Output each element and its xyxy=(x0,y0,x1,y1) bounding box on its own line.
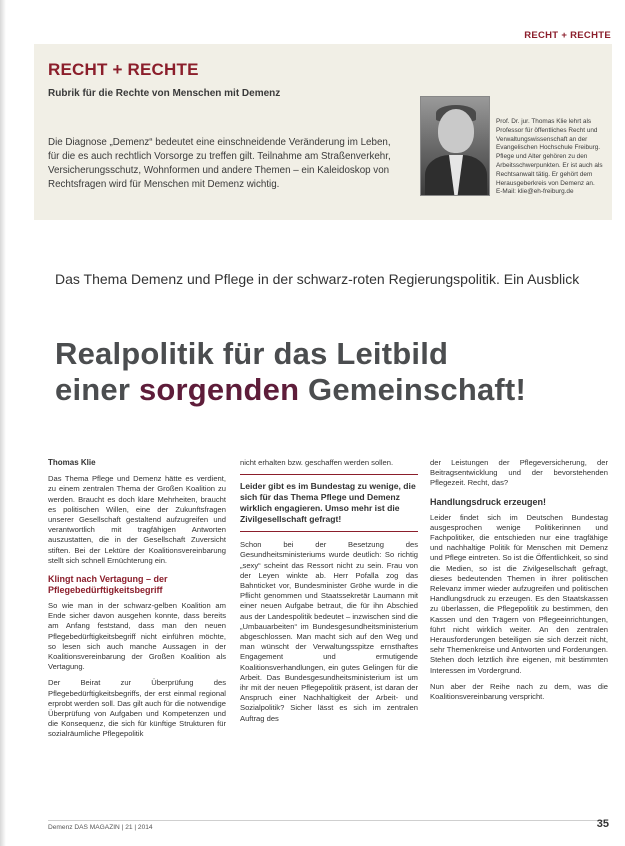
column-1-paragraph-3: Der Beirat zur Überprüfung des Pflegebedürftigkeitsbegriffs, der erst einmal regional erprobt werden soll. Das gilt auch für die notwendige Überprüfung von Aufgaben und Kompetenzen und die Konsequenz, die sich für künftige Strukturen für sozialräumliche Pflegepolitik xyxy=(48,678,226,739)
author-bio xyxy=(496,118,608,197)
column-2-paragraph-2: Schon bei der Besetzung des Gesundheitsministeriums wurde deutlich: So richtig „sexy“ scheint das Ressort nicht zu sein. Frau von der Leyen winkte ab. Herr Pofalla zog das Bahnticket vor, Bundesminister Gröhe wurde in die Pflicht genommen und Staatssekretär Laumann mit einer neuen Aufgabe betraut, die für ihn Abschied aus der Landespolitik bedeutet – inzwischen sind die „Umbauarbeiten“ im Bundesgesundheitsministerium abgeschlossen. Man macht sich auf den Weg und man wünscht der Verwaltungsspitze ernsthaftes Engagement und ermutigende Koalitionsverhandlungen, ein gutes Gelingen für die Arbeit. Das Bundesgesundheitsministerium ist um ihr mit der neuen Pflegepolitik präsent, ist daran der Anspruch einer Nachhaltigkeit der Arbeit- und Sozialpolitik? Sicher lässt es sich im zentralen Auftrag des xyxy=(240,540,418,723)
column-3-paragraph-1: der Leistungen der Pflegeversicherung, der Beitragsentwicklung und der bevorstehenden Pflegezeit. Recht, das? xyxy=(430,458,608,488)
text-column-3 xyxy=(430,458,608,708)
running-head: RECHT + RECHTE xyxy=(524,30,611,41)
article-author: Thomas Klie xyxy=(48,458,96,467)
panel-title: RECHT + RECHTE xyxy=(48,60,199,79)
article-kicker: Das Thema Demenz und Pflege in der schwarz-roten Regierungspolitik. Ein Ausblick xyxy=(55,271,580,287)
column-3-subheading: Handlungsdruck erzeugen! xyxy=(430,496,547,507)
footer-journal-line: Demenz DAS MAGAZIN | 21 | 2014 xyxy=(48,824,153,831)
column-3-paragraph-2: Leider findet sich im Deutschen Bundestag ausgesprochen wenige Politikerinnen und Fachpolitiker, die entschieden nur eine tragfähige und nachhaltige Politik für Menschen mit Demenz und Pflege eintreten. So ist die Öffentlichkeit, so sind die Medien, so ist die Zivilgesellschaft gefragt, dieses bedeutenden Themen in ihrer politischen Relevanz immer wieder aufzugreifen und politischen Handlungsdruck zu erzeugen. Es den Staatskassen zu überlassen, die Pflegepolitik zu bestimmen, den Kassen und den Trägern von Pflegeeinrichtungen, führt nicht wirklich weiter. An den zentralen Herausforderungen beteiligen sie sich derzeit nicht, sehr Themenkreise und Antworten und Forderungen. Stehen doch letztlich ihre eigenen, mit bestimmten Interessen im Vordergrund. xyxy=(430,512,609,675)
panel-subtitle: Rubrik für die Rechte von Menschen mit Demenz xyxy=(48,88,281,99)
headline-accent-word: sorgenden xyxy=(138,372,300,407)
author-portrait-photo xyxy=(420,96,490,196)
article-headline xyxy=(55,336,615,408)
column-1-paragraph-2: So wie man in der schwarz-gelben Koalition am Ende sicher davon ausgehen konnte, dass bereits am Anfang feststand, dass man den neuen Pflegebedürftigkeitsbegriff nicht einführen möchte, so lesen sich auch manche Aussagen in der Koalitionsvereinbarung der Großen Koalition als Vertagung. xyxy=(48,601,226,672)
page-number: 35 xyxy=(596,818,609,830)
author-bio-text: Prof. Dr. jur. Thomas Klie lehrt als Professor für öffentliches Recht und Verwaltungswissenschaft an der Evangelischen Hochschule Freiburg. Pflege und Alter gehören zu den Arbeitsschwerpunkten. Er ist auch als Rechtsanwalt tätig. Er gehört dem Herausgeberkreis von Demenz an. xyxy=(496,118,603,187)
page-gutter-shadow xyxy=(0,0,6,846)
portrait-face-shape xyxy=(438,109,474,153)
footer-rule xyxy=(48,820,604,821)
column-3-paragraph-3: Nun aber der Reihe nach zu dem, was die Koalitionsvereinbarung verspricht. xyxy=(430,681,608,702)
column-2-paragraph-1: nicht erhalten bzw. geschaffen werden sollen. xyxy=(240,458,394,467)
text-column-2 xyxy=(240,458,418,730)
panel-intro-text: Die Diagnose „Demenz“ bedeutet eine einschneidende Veränderung im Leben, für die es auch rechtlich Vorsorge zu treffen gilt. Teilnahme am Straßenverkehr, Versicherungsschutz, Wohnformen und andere Themen – ein Kaleidoskop von Rechtsfragen wird für Menschen mit Demenz wichtig. xyxy=(48,137,391,190)
column-1-subheading: Klingt nach Vertagung – der Pflegebedürftigkeitsbegriff xyxy=(48,574,168,596)
text-column-1 xyxy=(48,458,226,746)
headline-word-post: Gemeinschaft! xyxy=(308,372,526,407)
column-intro-panel xyxy=(34,44,612,220)
headline-word-pre: einer xyxy=(55,372,131,407)
column-1-intro: Das Thema Pflege und Demenz hätte es verdient, zu einem zentralen Thema der Großen Koalition zu werden. Braucht es doch klare Mehrheiten, braucht es politischen Willen, eine der Zukunftsfragen unserer Gesellschaft gestaltend aufzugreifen und verantwortlich mit tragfähigen Antworten auszustatten, die in der Gesellschaft Zuversicht stiften. Bei der Lektüre der Koalitionsvereinbarung stellt sich schnell Ernüchterung ein. xyxy=(48,474,226,565)
headline-line-1: Realpolitik für das Leitbild xyxy=(55,336,449,371)
pull-quote: Leider gibt es im Bundestag zu wenige, die sich für das Thema Pflege und Demenz wirklich engagieren. Umso mehr ist die Zivilgesellschaft gefragt! xyxy=(240,474,418,532)
author-bio-email: E-Mail: klie@eh-freiburg.de xyxy=(496,188,574,196)
